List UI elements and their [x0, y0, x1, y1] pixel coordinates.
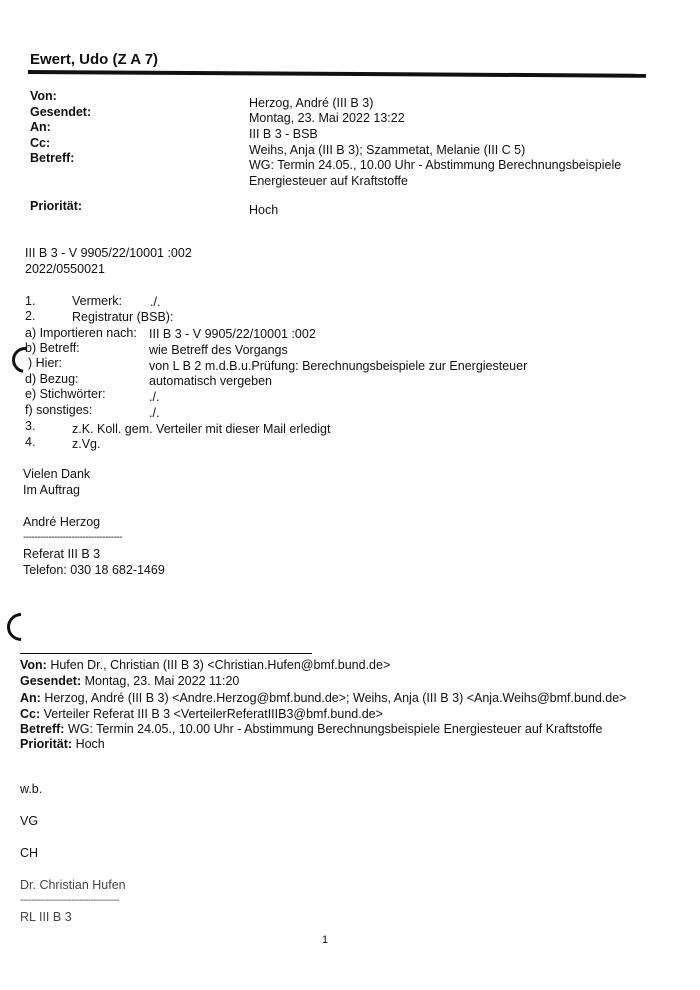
- value-cc: Weihs, Anja (III B 3); Szammetat, Melanie (III C 5): [249, 143, 526, 157]
- forward-prioritaet-label: Priorität:: [20, 737, 73, 751]
- item-3-text: z.K. Koll. gem. Verteiler mit dieser Mail erledigt: [72, 422, 331, 436]
- value-von: Herzog, André (III B 3): [249, 96, 374, 110]
- bezug-value: automatisch vergeben: [149, 374, 272, 388]
- sender-name: Ewert, Udo (Z A 7): [30, 51, 159, 68]
- item-number-4: 4.: [25, 435, 36, 449]
- forward-signature-name: Dr. Christian Hufen: [20, 878, 126, 892]
- closing-name: André Herzog: [23, 515, 101, 529]
- item-number-1: 1.: [25, 294, 36, 308]
- label-prioritaet: Priorität:: [30, 199, 83, 213]
- forward-cc-value: Verteiler Referat III B 3 <VerteilerReferatIIIB3@bmf.bund.de>: [43, 707, 383, 721]
- bezug-label: d) Bezug:: [25, 372, 79, 386]
- value-betreff: WG: Termin 24.05., 10.00 Uhr - Abstimmung Berechnungsbeispiele: [249, 158, 622, 172]
- forward-gesendet-label: Gesendet:: [20, 674, 82, 688]
- closing-referat: Referat III B 3: [23, 547, 101, 561]
- forward-body-ch: CH: [20, 846, 39, 860]
- forward-von: [20, 657, 390, 673]
- forward-an: [20, 690, 626, 706]
- item-number-2: 2.: [25, 309, 36, 323]
- closing-auftrag: Im Auftrag: [23, 483, 80, 497]
- forward-von-label: Von:: [20, 658, 47, 672]
- reference-file-number: III B 3 - V 9905/22/10001 :002: [25, 246, 192, 260]
- item-4-text: z.Vg.: [72, 437, 101, 451]
- reference-document-number: 2022/0550021: [25, 262, 105, 276]
- label-gesendet: Gesendet:: [30, 105, 92, 119]
- forward-separator-rule: [20, 653, 312, 654]
- forward-betreff: [20, 721, 602, 737]
- forward-von-value: Hufen Dr., Christian (III B 3) <Christian.Hufen@bmf.bund.de>: [50, 658, 391, 672]
- label-von: Von:: [30, 89, 57, 103]
- forward-prioritaet-value: Hoch: [75, 737, 105, 751]
- label-an: An:: [30, 120, 51, 134]
- forward-prioritaet: [20, 736, 105, 752]
- item-number-3: 3.: [25, 419, 36, 433]
- forward-signature-separator: -----------------------------------: [20, 895, 120, 906]
- value-prioritaet: Hoch: [249, 203, 279, 217]
- closing-telefon: Telefon: 030 18 682-1469: [23, 563, 165, 577]
- closing-separator: -----------------------------------: [23, 532, 123, 543]
- forward-cc-label: Cc:: [20, 707, 41, 721]
- forward-gesendet-value: Montag, 23. Mai 2022 11:20: [84, 674, 240, 688]
- label-betreff: Betreff:: [30, 151, 75, 165]
- betreff-value: wie Betreff des Vorgangs: [149, 343, 288, 357]
- forward-gesendet: [20, 673, 239, 689]
- forward-an-label: An:: [20, 691, 41, 705]
- label-cc: Cc:: [30, 136, 51, 150]
- header-rule: [28, 70, 646, 78]
- forward-betreff-value: WG: Termin 24.05., 10.00 Uhr - Abstimmung Berechnungsbeispiele Energiesteuer auf Kraftstoffe: [67, 722, 603, 736]
- forward-an-value: Herzog, André (III B 3) <Andre.Herzog@bmf.bund.de>; Weihs, Anja (III B 3) <Anja.Weihs@bmf.bund.de>: [44, 691, 627, 705]
- value-betreff-cont: Energiesteuer auf Kraftstoffe: [249, 174, 408, 188]
- page-number: 1: [322, 934, 329, 946]
- stichwoerter-label: e) Stichwörter:: [25, 387, 106, 401]
- stichwoerter-value: ./.: [149, 390, 160, 404]
- punch-hole-mark-2: [1, 607, 41, 647]
- registratur-label: Registratur (BSB):: [72, 310, 174, 324]
- sonstiges-label: f) sonstiges:: [25, 403, 93, 417]
- sonstiges-value: ./.: [149, 406, 160, 420]
- import-value: III B 3 - V 9905/22/10001 :002: [149, 327, 316, 341]
- forward-body-wb: w.b.: [20, 782, 43, 796]
- hier-label: ) Hier:: [28, 356, 63, 370]
- forward-betreff-label: Betreff:: [20, 722, 65, 736]
- vermerk-value: ./.: [150, 295, 161, 309]
- forward-body-vg: VG: [20, 814, 39, 828]
- forward-signature-unit: RL III B 3: [20, 910, 72, 924]
- closing-thanks: Vielen Dank: [23, 467, 91, 481]
- vermerk-label: Vermerk:: [72, 294, 123, 308]
- hier-value: von L B 2 m.d.B.u.Prüfung: Berechnungsbeispiele zur Energiesteuer: [149, 359, 528, 373]
- import-label: a) Importieren nach:: [25, 326, 137, 340]
- betreff-label: b) Betreff:: [25, 341, 80, 355]
- value-gesendet: Montag, 23. Mai 2022 13:22: [249, 111, 405, 125]
- value-an: III B 3 - BSB: [249, 127, 318, 141]
- forward-cc: [20, 706, 383, 722]
